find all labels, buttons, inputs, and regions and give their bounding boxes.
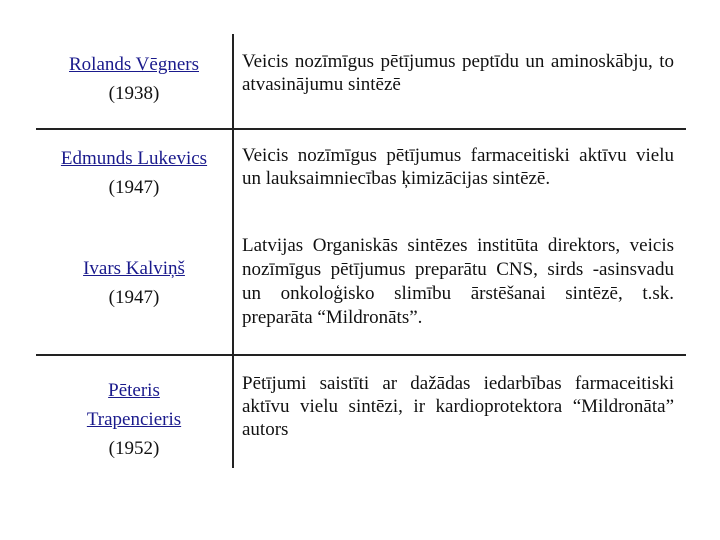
name-cell bbox=[36, 50, 232, 108]
birth-year: (1947) bbox=[108, 177, 160, 198]
row-divider bbox=[36, 354, 686, 356]
row-divider bbox=[36, 128, 686, 130]
column-divider bbox=[232, 34, 234, 468]
name-cell bbox=[36, 376, 232, 463]
description-cell: Pētījumi saistīti ar dažādas iedarbības farmaceitiski aktīvu vielu sintēzi, ir kardioprotektora “Mildronāta” autors bbox=[242, 373, 674, 440]
name-cell bbox=[36, 254, 232, 312]
scientist-name-link[interactable]: Pēteris Trapencieris bbox=[86, 380, 182, 430]
birth-year: (1952) bbox=[108, 438, 160, 459]
description-cell: Latvijas Organiskās sintēzes institūta direktors, veicis nozīmīgus pētījumus preparātu CNS, sirds -asinsvadu un onkoloģisko slimību ārstēšanai sintēzē, t.sk. preparāta “Mildronāts”. bbox=[242, 235, 674, 328]
birth-year: (1938) bbox=[108, 83, 160, 104]
description-cell: Veicis nozīmīgus pētījumus farmaceitiski aktīvu vielu un lauksaimniecības ķimizācijas sintēzē. bbox=[242, 145, 674, 189]
name-cell bbox=[36, 144, 232, 202]
birth-year: (1947) bbox=[108, 287, 160, 308]
scientist-name-link[interactable]: Ivars Kalviņš bbox=[83, 258, 185, 279]
description-cell: Veicis nozīmīgus pētījumus peptīdu un aminoskābju, to atvasinājumu sintēzē bbox=[242, 51, 674, 95]
scientist-name-link[interactable]: Rolands Vēgners bbox=[69, 54, 199, 75]
scientist-name-link[interactable]: Edmunds Lukevics bbox=[60, 148, 208, 169]
